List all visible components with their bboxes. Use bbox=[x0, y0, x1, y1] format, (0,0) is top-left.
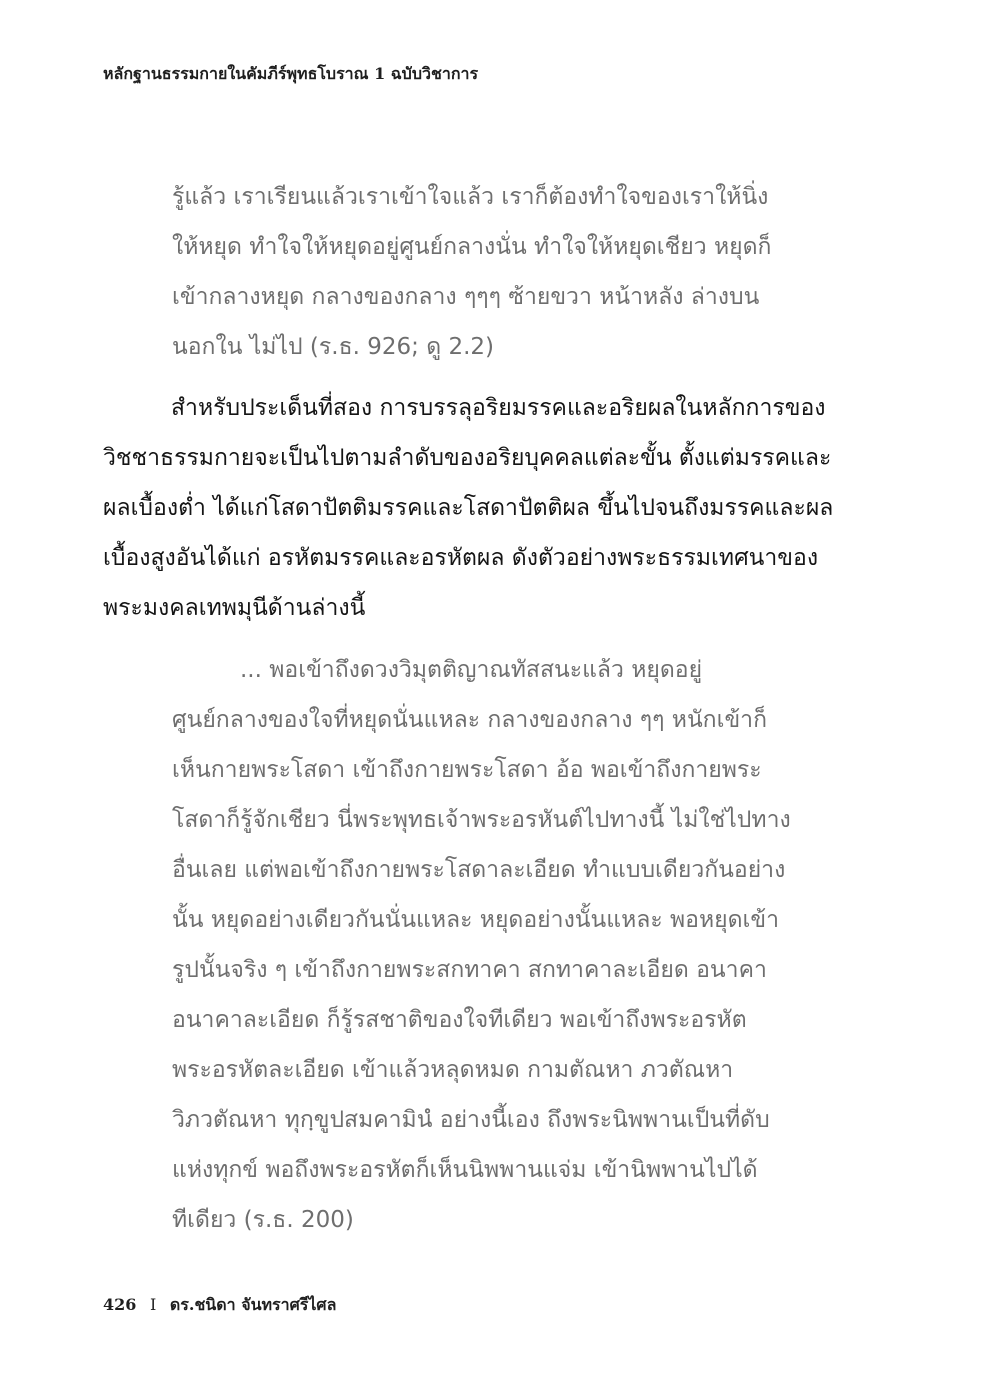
quote-line: อื่นเลย แต่พอเข้าถึงกายพระโสดาละเอียด ทำแบบเดียวกันอย่าง bbox=[172, 857, 786, 883]
body-paragraph bbox=[103, 383, 863, 633]
quote-line: ให้หยุด ทำใจให้หยุดอยู่ศูนย์กลางนั่น ทำใจให้หยุดเชียว หยุดก็ bbox=[172, 234, 772, 260]
paragraph-line: สำหรับประเด็นที่สอง การบรรลุอริยมรรคและอริยผลในหลักการของ bbox=[171, 395, 826, 421]
quote-line: อนาคาละเอียด ก็รู้รสชาติของใจทีเดียว พอเข้าถึงพระอรหัต bbox=[172, 1007, 747, 1033]
quote-block-1 bbox=[172, 172, 800, 372]
quote-line: นั้น หยุดอย่างเดียวกันนั่นแหละ หยุดอย่างนั้นแหละ พอหยุดเข้า bbox=[172, 907, 780, 933]
quote-line: รูปนั้นจริง ๆ เข้าถึงกายพระสกทาคา สกทาคาละเอียด อนาคา bbox=[172, 957, 767, 983]
paragraph-line: พระมงคลเทพมุนีด้านล่างนี้ bbox=[103, 595, 366, 621]
quote-line: โสดาก็รู้จักเชียว นี่พระพุทธเจ้าพระอรหันต์ไปทางนี้ ไม่ใช่ไปทาง bbox=[172, 807, 791, 833]
quote-line: ศูนย์กลางของใจที่หยุดนั่นแหละ กลางของกลาง ๆๆ หนักเข้าก็ bbox=[172, 707, 768, 733]
quote-line: พระอรหัตละเอียด เข้าแล้วหลุดหมด กามตัณหา ภวตัณหา bbox=[172, 1057, 734, 1083]
quote-line: ทีเดียว (ร.ธ. 200) bbox=[172, 1207, 354, 1233]
running-header: หลักฐานธรรมกายในคัมภีร์พุทธโบราณ 1 ฉบับวิชาการ bbox=[103, 64, 479, 83]
paragraph-line: วิชชาธรรมกายจะเป็นไปตามลำดับของอริยบุคคลแต่ละขั้น ตั้งแต่มรรคและ bbox=[103, 445, 832, 471]
quote-block-2 bbox=[172, 645, 800, 1245]
footer-separator: I bbox=[149, 1295, 157, 1314]
paragraph-line: เบื้องสูงอันได้แก่ อรหัตมรรคและอรหัตผล ดังตัวอย่างพระธรรมเทศนาของ bbox=[103, 545, 819, 571]
author-name: ดร.ชนิดา จันทราศรีไศล bbox=[169, 1295, 337, 1314]
quote-line: รู้แล้ว เราเรียนแล้วเราเข้าใจแล้ว เราก็ต้องทำใจของเราให้นิ่ง bbox=[172, 184, 769, 210]
quote-line: แห่งทุกข์ พอถึงพระอรหัตก็เห็นนิพพานแจ่ม เข้านิพพานไปได้ bbox=[172, 1157, 758, 1183]
quote-line: ... พอเข้าถึงดวงวิมุตติญาณทัสสนะแล้ว หยุดอยู่ bbox=[240, 657, 703, 683]
page-footer bbox=[103, 1293, 336, 1318]
quote-line: วิภวตัณหา ทุกฺขูปสมคามินํ อย่างนี้เอง ถึงพระนิพพานเป็นที่ดับ bbox=[172, 1107, 770, 1133]
paragraph-line: ผลเบื้องต่ำ ได้แก่โสดาปัตติมรรคและโสดาปัตติผล ขึ้นไปจนถึงมรรคและผล bbox=[103, 495, 834, 521]
quote-line: เข้ากลางหยุด กลางของกลาง ๆๆๆ ซ้ายขวา หน้าหลัง ล่างบน bbox=[172, 284, 760, 310]
quote-line: เห็นกายพระโสดา เข้าถึงกายพระโสดา อ้อ พอเข้าถึงกายพระ bbox=[172, 757, 762, 783]
quote-line: นอกใน ไม่ไป (ร.ธ. 926; ดู 2.2) bbox=[172, 334, 494, 360]
page-number: 426 bbox=[103, 1295, 137, 1314]
